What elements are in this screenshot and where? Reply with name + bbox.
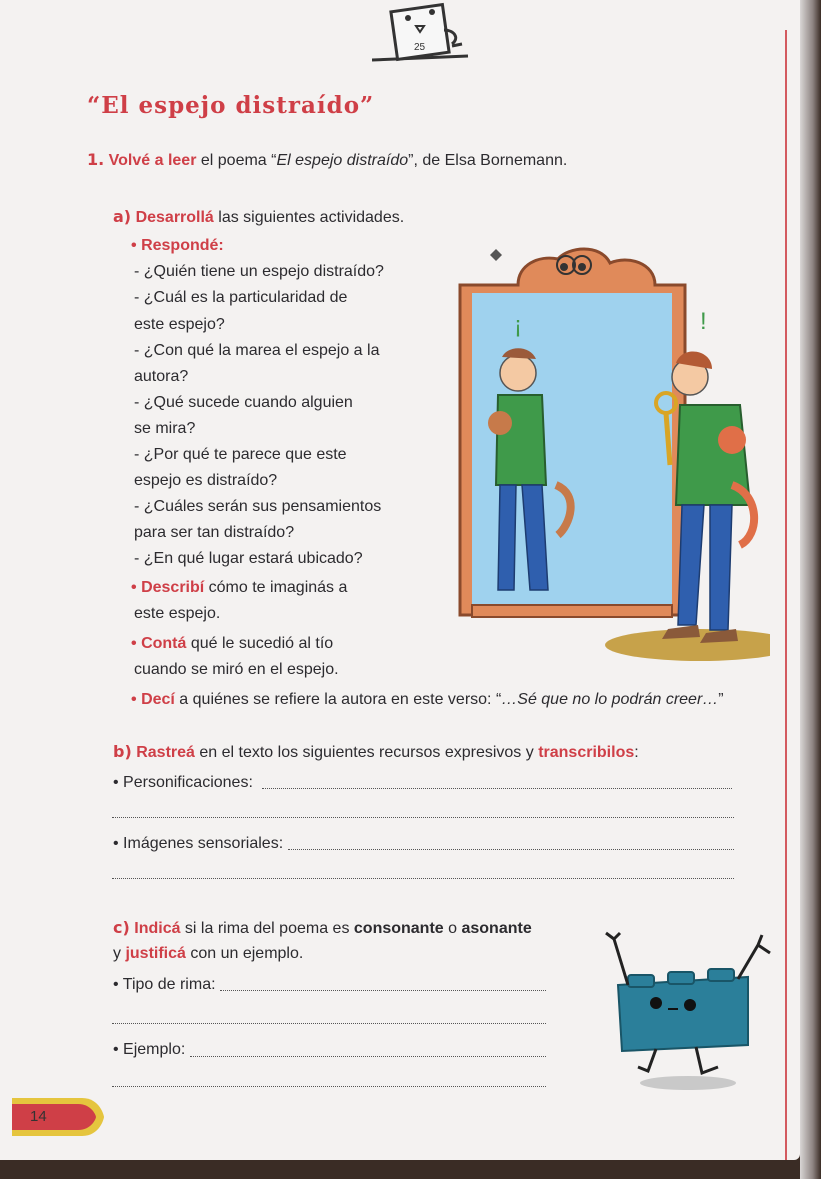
question-line: - ¿Cuál es la particularidad de	[134, 289, 348, 306]
question-line: - ¿Por qué te parece que este	[134, 446, 347, 463]
activity-b-heading: b) Rastreá en el texto los siguientes recursos expresivos y transcribilos:	[113, 742, 639, 761]
question-line: - ¿Quién tiene un espejo distraído?	[134, 263, 384, 280]
svg-text:!: !	[700, 308, 707, 335]
answer-label-tipo: • Tipo de rima:	[113, 976, 216, 993]
respond-label: • Respondé:	[131, 237, 224, 254]
answer-line[interactable]	[112, 1023, 546, 1024]
question-1: 1. Volvé a leer el poema “El espejo distraído”, de Elsa Bornemann.	[87, 150, 568, 169]
describe-instruction: • Describí cómo te imaginás a	[131, 579, 348, 596]
lego-brick-mascot-icon	[598, 925, 778, 1095]
question-line: espejo es distraído?	[134, 472, 278, 489]
answer-line[interactable]	[190, 1056, 546, 1057]
page-edge	[800, 0, 821, 1179]
deci-instruction: • Decí a quiénes se refiere la autora en este verso: “…Sé que no lo podrán creer…”	[131, 691, 724, 708]
answer-line[interactable]	[112, 817, 734, 818]
question-line: se mira?	[134, 420, 196, 437]
question-line: - ¿Qué sucede cuando alguien	[134, 394, 353, 411]
mirror-illustration	[450, 245, 770, 665]
book-mascot-icon	[372, 0, 472, 64]
activity-a-heading: a) Desarrollá las siguientes actividades.	[113, 207, 405, 226]
activity-c-heading: c) Indicá si la rima del poema es consonante o asonante	[113, 918, 532, 937]
page-title: “El espejo distraído”	[87, 92, 375, 119]
question-line: autora?	[134, 368, 189, 385]
describe-instruction-cont: este espejo.	[134, 605, 221, 622]
svg-text:¡: ¡	[514, 312, 522, 339]
margin-rule	[785, 30, 787, 1160]
question-line: - ¿Con qué la marea el espejo a la	[134, 342, 380, 359]
conta-instruction: • Contá qué le sucedió al tío	[131, 635, 334, 652]
question-line: este espejo?	[134, 316, 225, 333]
question-line: - ¿Cuáles serán sus pensamientos	[134, 498, 382, 515]
answer-label-imagenes: • Imágenes sensoriales:	[113, 835, 284, 852]
answer-label-ejemplo: • Ejemplo:	[113, 1041, 186, 1058]
answer-label-personificaciones: • Personificaciones:	[113, 774, 253, 791]
page-number-tab	[12, 1096, 104, 1138]
conta-instruction-cont: cuando se miró en el espejo.	[134, 661, 339, 678]
answer-line[interactable]	[288, 849, 734, 850]
question-line: - ¿En qué lugar estará ubicado?	[134, 550, 363, 567]
activity-c-line2: y justificá con un ejemplo.	[113, 945, 304, 962]
answer-line[interactable]	[220, 990, 546, 991]
badge-number: 25	[414, 42, 426, 53]
page-number: 14	[30, 1108, 47, 1125]
answer-line[interactable]	[112, 878, 734, 879]
answer-line[interactable]	[112, 1086, 546, 1087]
answer-line[interactable]	[262, 788, 732, 789]
question-line: para ser tan distraído?	[134, 524, 295, 541]
